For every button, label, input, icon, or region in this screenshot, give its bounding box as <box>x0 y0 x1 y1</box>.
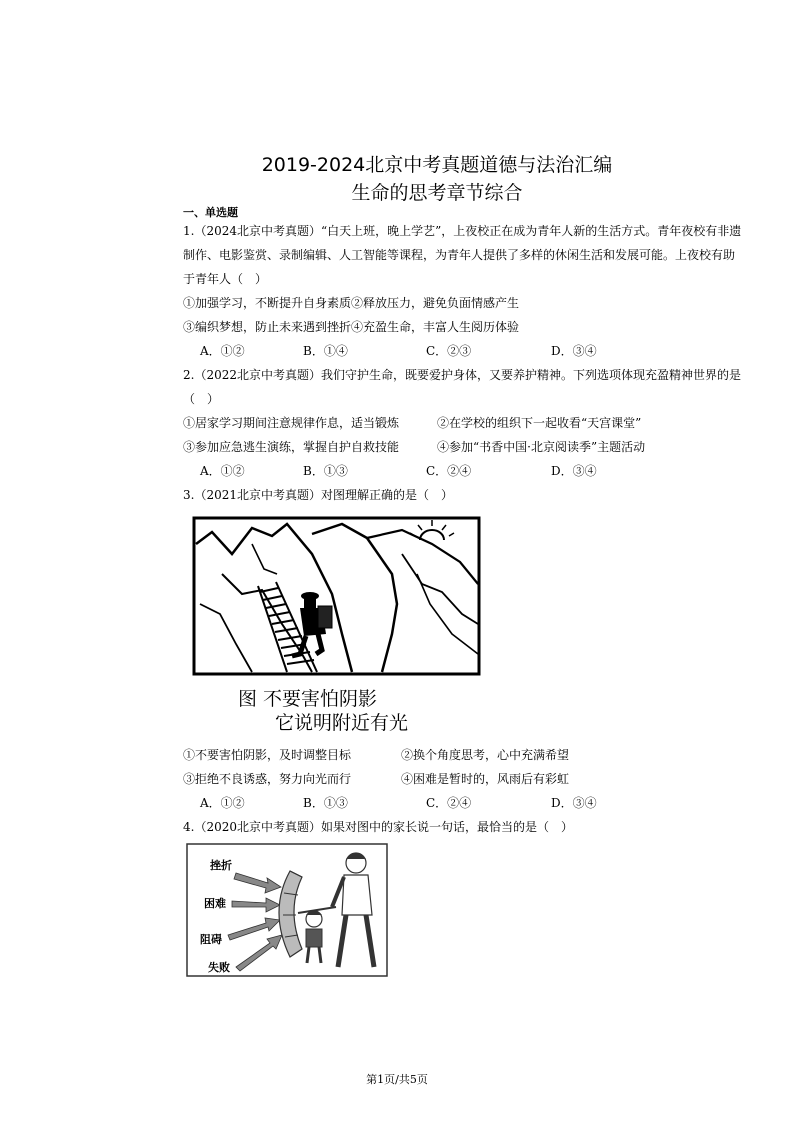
section-heading: 一、单选题 <box>183 206 238 219</box>
q1-stem-line2: 制作、电影鉴赏、录制编辑、人工智能等课程，为青年人提供了多样的休闲生活和发展可能。上夜校有助 <box>183 248 736 262</box>
q2-statement-3: ③参加应急逃生演练，掌握自护自救技能 <box>183 440 400 454</box>
q3-statement-3: ③拒绝不良诱惑，努力向光而行 <box>183 772 352 786</box>
q2-option-b[interactable]: B．①③ <box>303 464 348 478</box>
doc-subtitle: 生命的思考章节综合 <box>351 182 523 204</box>
q2-statement-2: ②在学校的组织下一起收看“天宫课堂” <box>437 416 642 430</box>
q3-option-b[interactable]: B．①③ <box>303 796 348 810</box>
q1-stem-line3: 于青年人（ ） <box>183 272 268 286</box>
q1-statement-2: ③编织梦想，防止未来遇到挫折④充盈生命，丰富人生阅历体验 <box>183 320 520 334</box>
q2-stem-line1: 2.（2022北京中考真题）我们守护生命，既要爱护身体，又要养护精神。下列选项体现充盈精神世界的是 <box>183 368 741 382</box>
doc-title: 2019-2024北京中考真题道德与法治汇编 <box>261 154 613 176</box>
q2-statement-1: ①居家学习期间注意规律作息，适当锻炼 <box>183 416 400 430</box>
q3-stem-line1: 3.（2021北京中考真题）对图理解正确的是（ ） <box>183 488 453 502</box>
q2-statement-4: ④参加“书香中国·北京阅读季”主题活动 <box>437 440 646 454</box>
q1-option-d[interactable]: D．③④ <box>551 344 597 358</box>
label-setback: 挫折 <box>210 859 232 872</box>
q3-option-d[interactable]: D．③④ <box>551 796 597 810</box>
parent-umbrella-illustration <box>186 843 388 977</box>
q2-option-d[interactable]: D．③④ <box>551 464 597 478</box>
label-failure: 失败 <box>208 961 230 974</box>
q1-statement-1: ①加强学习，不断提升自身素质②释放压力，避免负面情感产生 <box>183 296 520 310</box>
q1-option-b[interactable]: B．①④ <box>303 344 348 358</box>
q1-option-a[interactable]: A．①② <box>200 344 245 358</box>
mountain-stairs-illustration <box>192 514 482 678</box>
q3-option-c[interactable]: C．②④ <box>426 796 472 810</box>
q2-stem-line2: （ ） <box>183 392 220 406</box>
illustration-frame <box>194 518 479 674</box>
q4-stem-line1: 4.（2020北京中考真题）如果对图中的家长说一句话，最恰当的是（ ） <box>183 820 573 834</box>
label-obstacle: 阻碍 <box>200 933 222 946</box>
page-footer: 第1页/共5页 <box>366 1073 428 1086</box>
q3-option-a[interactable]: A．①② <box>200 796 245 810</box>
q3-statement-1: ①不要害怕阴影，及时调整目标 <box>183 748 352 762</box>
q2-option-a[interactable]: A．①② <box>200 464 245 478</box>
illustration-caption-line2: 它说明附近有光 <box>275 712 409 734</box>
q1-stem-line1: 1.（2024北京中考真题）“白天上班，晚上学艺”，上夜校正在成为青年人新的生活方式。青年夜校有非遗 <box>183 224 742 238</box>
label-difficulty: 困难 <box>204 897 226 910</box>
q3-statement-2: ②换个角度思考，心中充满希望 <box>401 748 570 762</box>
q2-option-c[interactable]: C．②④ <box>426 464 472 478</box>
illustration-caption-line1: 图 不要害怕阴影 <box>238 688 378 710</box>
q1-option-c[interactable]: C．②③ <box>426 344 472 358</box>
q3-statement-4: ④困难是暂时的，风雨后有彩虹 <box>401 772 570 786</box>
